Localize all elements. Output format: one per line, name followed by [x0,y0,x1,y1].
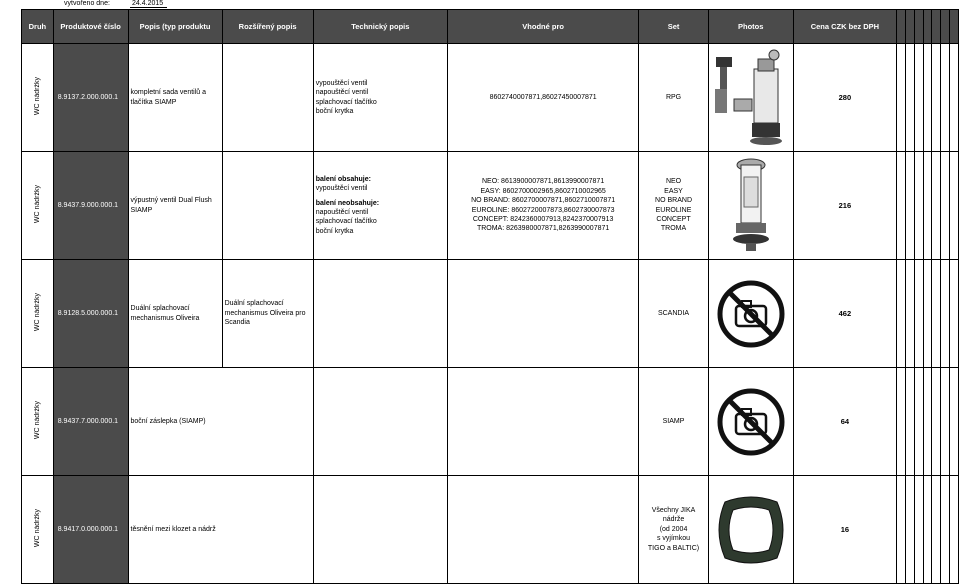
suitable-for [447,476,638,584]
header-vhodne: Vhodné pro [447,10,638,44]
product-code: 8.9137.2.000.000.1 [53,44,128,152]
header-row [22,10,959,44]
extended-description [222,44,313,152]
suitable-for: 8602740007871,86027450007871 [447,44,638,152]
price: 216 [793,152,896,260]
price: 64 [793,368,896,476]
price: 462 [793,260,896,368]
druh-cell: WC nádržky [22,152,54,260]
price: 280 [793,44,896,152]
set-cell: SCANDIA [639,260,708,368]
header-cena: Cena CZK bez DPH [793,10,896,44]
technical-description: balení obsahuje: vypouštěcí ventil balení neobsahuje: napouštěcí ventil splachovací tlačítko boční krytka [313,152,447,260]
product-code: 8.9417.0.000.000.1 [53,476,128,584]
table-row [22,476,959,584]
set-cell: Všechny JIKA nádrže (od 2004 s vyjímkou TIGO a BALTIC) [639,476,708,584]
product-code: 8.9437.7.000.000.1 [53,368,128,476]
no-photo-icon [708,260,793,368]
technical-description [313,260,447,368]
product-description: Duální splachovací mechanismus Oliveira [128,260,222,368]
price: 16 [793,476,896,584]
header-code: Produktové číslo [53,10,128,44]
header-rozsireny: Rozšířený popis [222,10,313,44]
created-date: 24.4.2015 [130,0,167,8]
druh-cell: WC nádržky [22,260,54,368]
no-photo-icon [708,368,793,476]
extended-description: Duální splachovací mechanismus Oliveira pro Scandia [222,260,313,368]
header-druh: Druh [22,10,54,44]
header-photos: Photos [708,10,793,44]
meta-bar [0,0,959,8]
set-cell: SIAMP [639,368,708,476]
technical-description: vypouštěcí ventil napouštěcí ventil splachovací tlačítko boční krytka [313,44,447,152]
valve-set-photo [708,44,793,152]
table-row [22,260,959,368]
product-code: 8.9128.5.000.000.1 [53,260,128,368]
technical-description [313,476,447,584]
product-description: výpustný ventil Dual Flush SIAMP [128,152,222,260]
suitable-for [447,368,638,476]
flush-valve-photo [708,152,793,260]
price-list-table [21,9,959,584]
table-row [22,368,959,476]
druh-cell: WC nádržky [22,44,54,152]
druh-cell: WC nádržky [22,476,54,584]
product-description: kompletní sada ventilů a tlačítka SIAMP [128,44,222,152]
product-description: boční záslepka (SIAMP) [128,368,313,476]
header-technicky: Technický popis [313,10,447,44]
suitable-for: NEO: 8613900007871,8613990007871 EASY: 8602700002965,8602710002965 NO BRAND: 8602700007871,8602710007871 EUROLINE: 8602720007873,8602730007873 CONCEPT: 8242360007913,8242370007913 TROMA: 8263980007871,8263990007871 [447,152,638,260]
extended-description [222,152,313,260]
table-row [22,44,959,152]
druh-cell: WC nádržky [22,368,54,476]
suitable-for [447,260,638,368]
header-popis: Popis (typ produktu [128,10,222,44]
set-cell: NEO EASY NO BRAND EUROLINE CONCEPT TROMA [639,152,708,260]
technical-description [313,368,447,476]
gasket-photo [708,476,793,584]
created-label: vytvořeno dne: [64,0,110,7]
header-set: Set [639,10,708,44]
table-row [22,152,959,260]
set-cell: RPG [639,44,708,152]
product-code: 8.9437.9.000.000.1 [53,152,128,260]
product-description: těsnění mezi klozet a nádrž [128,476,313,584]
